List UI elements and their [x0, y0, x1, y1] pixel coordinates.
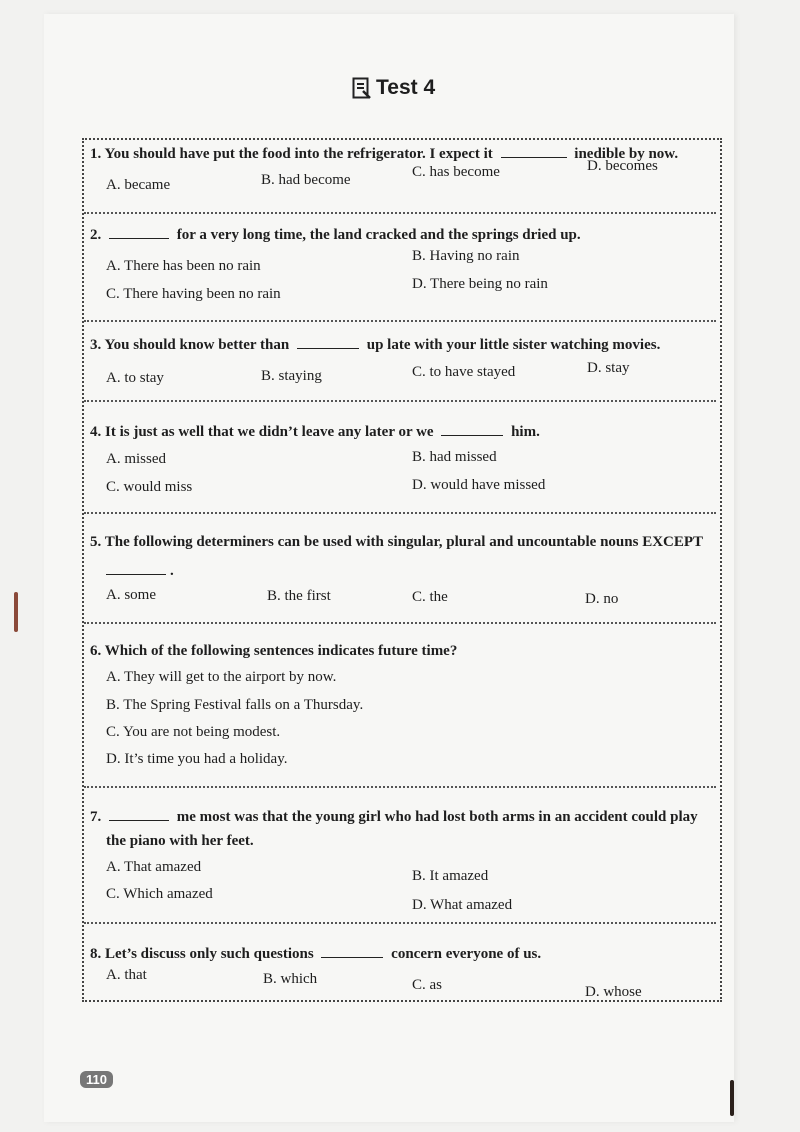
divider: [84, 400, 716, 402]
question-text: Which of the following sentences indicates future time?: [104, 643, 458, 659]
divider: [84, 786, 716, 788]
option-c: C. There having been no rain: [106, 286, 281, 302]
option-c: C. to have stayed: [412, 364, 516, 380]
option-b: B. had missed: [412, 449, 497, 465]
option-b: B. Having no rain: [412, 248, 520, 264]
question-text: You should have put the food into the refrigerator. I expect it: [104, 146, 493, 162]
answer-blank: [501, 143, 567, 158]
question-6: [90, 643, 457, 660]
question-text: Let’s discuss only such questions: [105, 946, 314, 962]
option-d: D. would have missed: [412, 477, 546, 493]
option-d: D. What amazed: [412, 897, 513, 913]
option-d: D. stay: [587, 360, 630, 376]
question-text: for a very long time, the land cracked and the springs dried up.: [176, 227, 581, 243]
divider: [84, 212, 716, 214]
option-a: A. that: [106, 967, 147, 983]
option-a: A. missed: [106, 451, 166, 467]
option-c: C. as: [412, 977, 442, 993]
question-number: 7.: [90, 809, 102, 825]
option-b: B. the first: [267, 588, 331, 604]
divider: [84, 622, 716, 624]
test-title-text: Test 4: [376, 76, 436, 99]
option-d: D. becomes: [587, 158, 658, 174]
option-c: C. You are not being modest.: [106, 724, 281, 740]
question-2: [90, 224, 581, 244]
question-5: [90, 534, 703, 551]
answer-blank: [109, 806, 169, 821]
question-text: You should know better than: [104, 337, 290, 353]
page-number: 110: [80, 1071, 113, 1088]
option-a: A. became: [106, 177, 171, 193]
answer-blank: [106, 560, 166, 575]
option-b: B. staying: [261, 368, 322, 384]
divider: [84, 320, 716, 322]
page-edge-mark: [730, 1080, 734, 1116]
question-text: up late with your little sister watching movies.: [366, 337, 661, 353]
answer-blank: [297, 334, 359, 349]
question-text: It is just as well that we didn’t leave any later or we: [105, 424, 434, 440]
option-b: B. It amazed: [412, 868, 489, 884]
question-number: 5.: [90, 534, 102, 550]
question-5-line-2: [106, 560, 174, 580]
option-c: C. has become: [412, 164, 500, 180]
question-number: 6.: [90, 643, 102, 659]
option-a: A. They will get to the airport by now.: [106, 669, 337, 685]
option-a: A. That amazed: [106, 859, 202, 875]
question-4: [90, 421, 540, 441]
question-7: [90, 806, 698, 826]
question-text: .: [170, 563, 174, 579]
question-text: him.: [511, 424, 540, 440]
option-d: D. no: [585, 591, 619, 607]
question-text: The following determiners can be used with singular, plural and uncountable nouns EXCEPT: [104, 534, 704, 550]
option-d: D. It’s time you had a holiday.: [106, 751, 288, 767]
option-b: B. The Spring Festival falls on a Thursday.: [106, 697, 364, 713]
question-number: 3.: [90, 337, 102, 353]
question-text: me most was that the young girl who had lost both arms in an accident could play: [176, 809, 698, 825]
test-title: [352, 76, 435, 100]
question-8: [90, 943, 541, 963]
answer-blank: [321, 943, 383, 958]
divider: [84, 512, 716, 514]
option-b: B. had become: [261, 172, 351, 188]
option-d: D. whose: [585, 984, 642, 1000]
option-b: B. which: [263, 971, 318, 987]
question-number: 2.: [90, 227, 102, 243]
option-c: C. Which amazed: [106, 886, 213, 902]
option-a: A. to stay: [106, 370, 164, 386]
question-number: 1.: [90, 146, 102, 162]
question-text: inedible by now.: [574, 146, 679, 162]
question-3: [90, 334, 660, 354]
document-icon: [352, 77, 372, 99]
option-a: A. There has been no rain: [106, 258, 261, 274]
question-number: 8.: [90, 946, 102, 962]
question-text: concern everyone of us.: [391, 946, 542, 962]
question-7-line-2: the piano with her feet.: [106, 833, 254, 849]
option-c: C. would miss: [106, 479, 193, 495]
answer-blank: [441, 421, 503, 436]
option-a: A. some: [106, 587, 156, 603]
answer-blank: [109, 224, 169, 239]
binding-mark: [14, 592, 18, 632]
question-number: 4.: [90, 424, 102, 440]
option-c: C. the: [412, 589, 448, 605]
option-d: D. There being no rain: [412, 276, 548, 292]
divider: [84, 922, 716, 924]
